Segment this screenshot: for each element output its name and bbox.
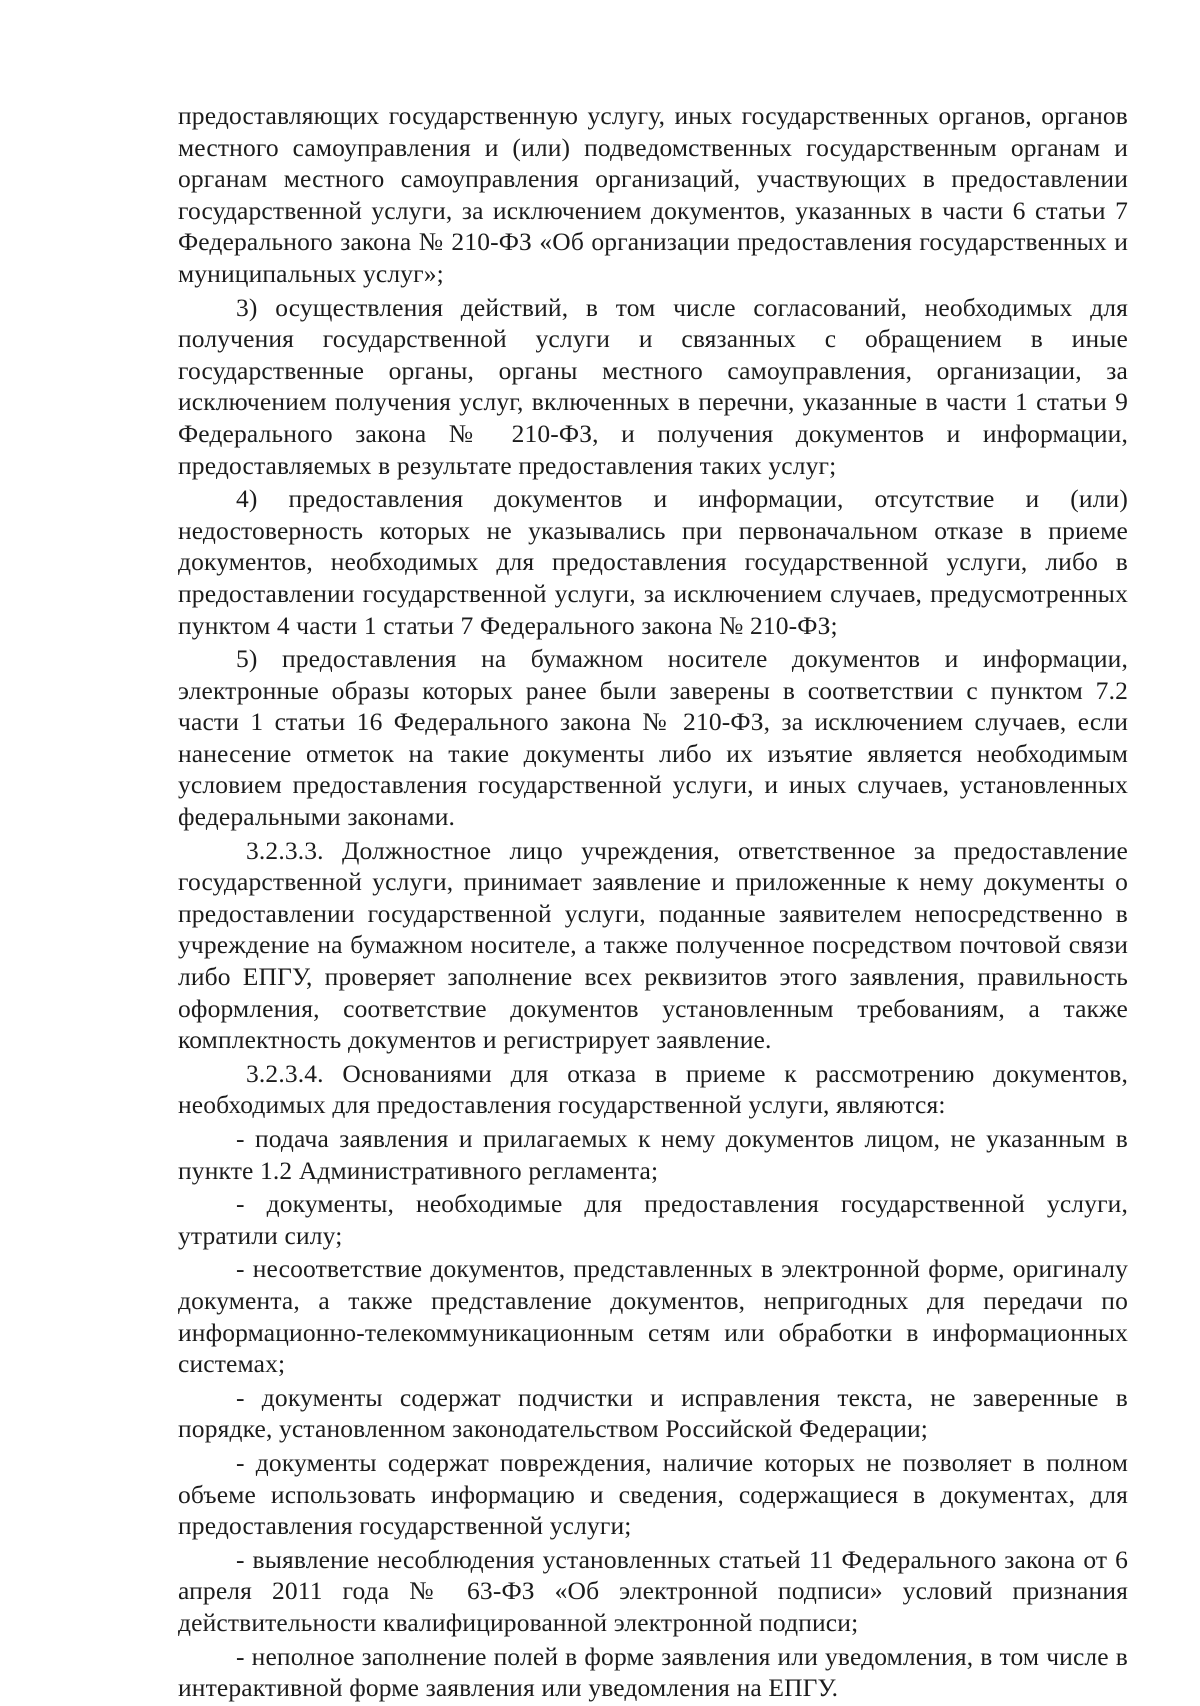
document-page xyxy=(178,100,1128,1706)
paragraph-continuation: предоставляющих государственную услугу, иных государственных органов, органов местного самоуправления и (или) подведомственных государственным органам и органам местного самоуправления организаций, участвующих в предоставлении государственной услуги, за исключением документов, указанных в части 6 статьи 7 Федерального закона № 210-ФЗ «Об организации предоставления государственных и муниципальных услуг»; xyxy=(178,101,1128,288)
list-item-ground-6: - выявление несоблюдения установленных статьей 11 Федерального закона от 6 апреля 2011 года № 63-ФЗ «Об электронной подписи» условий признания действительности квалифицированной электронной подписи; xyxy=(178,1544,1128,1637)
list-item-ground-3: - несоответствие документов, представленных в электронной форме, оригиналу документа, а также представление документов, непригодных для передачи по информационно-телекоммуникационным сетям или обработки в информационных системах; xyxy=(178,1254,1128,1379)
list-item-ground-2: - документы, необходимые для предоставления государственной услуги, утратили силу; xyxy=(178,1189,1128,1250)
paragraph-section-3-2-3-4: 3.2.3.4. Основаниями для отказа в приеме к рассмотрению документов, необходимых для предоставления государственной услуги, являются: xyxy=(178,1058,1128,1120)
list-item-ground-5: - документы содержат повреждения, наличие которых не позволяет в полном объеме использовать информацию и сведения, содержащиеся в документах, для предоставления государственной услуги; xyxy=(178,1447,1128,1541)
list-item-ground-1: - подача заявления и прилагаемых к нему документов лицом, не указанным в пункте 1.2 Административного регламента; xyxy=(178,1124,1128,1185)
list-item-ground-7: - неполное заполнение полей в форме заявления или уведомления, в том числе в интерактивной форме заявления или уведомления на ЕПГУ. xyxy=(178,1641,1128,1703)
paragraph-section-3-2-3-3: 3.2.3.3. Должностное лицо учреждения, ответственное за предоставление государственной услуги, принимает заявление и приложенные к нему документы о предоставлении государственной услуги, поданные заявителем непосредственно в учреждение на бумажном носителе, а также полученное посредством почтовой связи либо ЕПГУ, проверяет заполнение всех реквизитов этого заявления, правильность оформления, соответствие документов установленным требованиям, а также комплектность документов и регистрирует заявление. xyxy=(178,835,1128,1055)
list-item-ground-4: - документы содержат подчистки и исправления текста, не заверенные в порядке, установленном законодательством Российской Федерации; xyxy=(178,1382,1128,1444)
paragraph-item-5: 5) предоставления на бумажном носителе документов и информации, электронные образы которых ранее были заверены в соответствии с пунктом 7.2 части 1 статьи 16 Федерального закона № 210-ФЗ, за исключением случаев, если нанесение отметок на такие документы либо их изъятие является необходимым условием предоставления государственной услуги, и иных случаев, установленных федеральными законами. xyxy=(178,644,1128,832)
paragraph-item-4: 4) предоставления документов и информации, отсутствие и (или) недостоверность которых не указывались при первоначальном отказе в приеме документов, необходимых для предоставления государственной услуги, либо в предоставлении государственной услуги, за исключением случаев, предусмотренных пунктом 4 части 1 статьи 7 Федерального закона № 210-ФЗ; xyxy=(178,484,1128,640)
paragraph-item-3: 3) осуществления действий, в том числе согласований, необходимых для получения государственной услуги и связанных с обращением в иные государственные органы, органы местного самоуправления, организации, за исключением получения услуг, включенных в перечни, указанные в части 1 статьи 9 Федерального закона № 210-ФЗ, и получения документов и информации, предоставляемых в результате предоставления таких услуг; xyxy=(178,292,1128,480)
